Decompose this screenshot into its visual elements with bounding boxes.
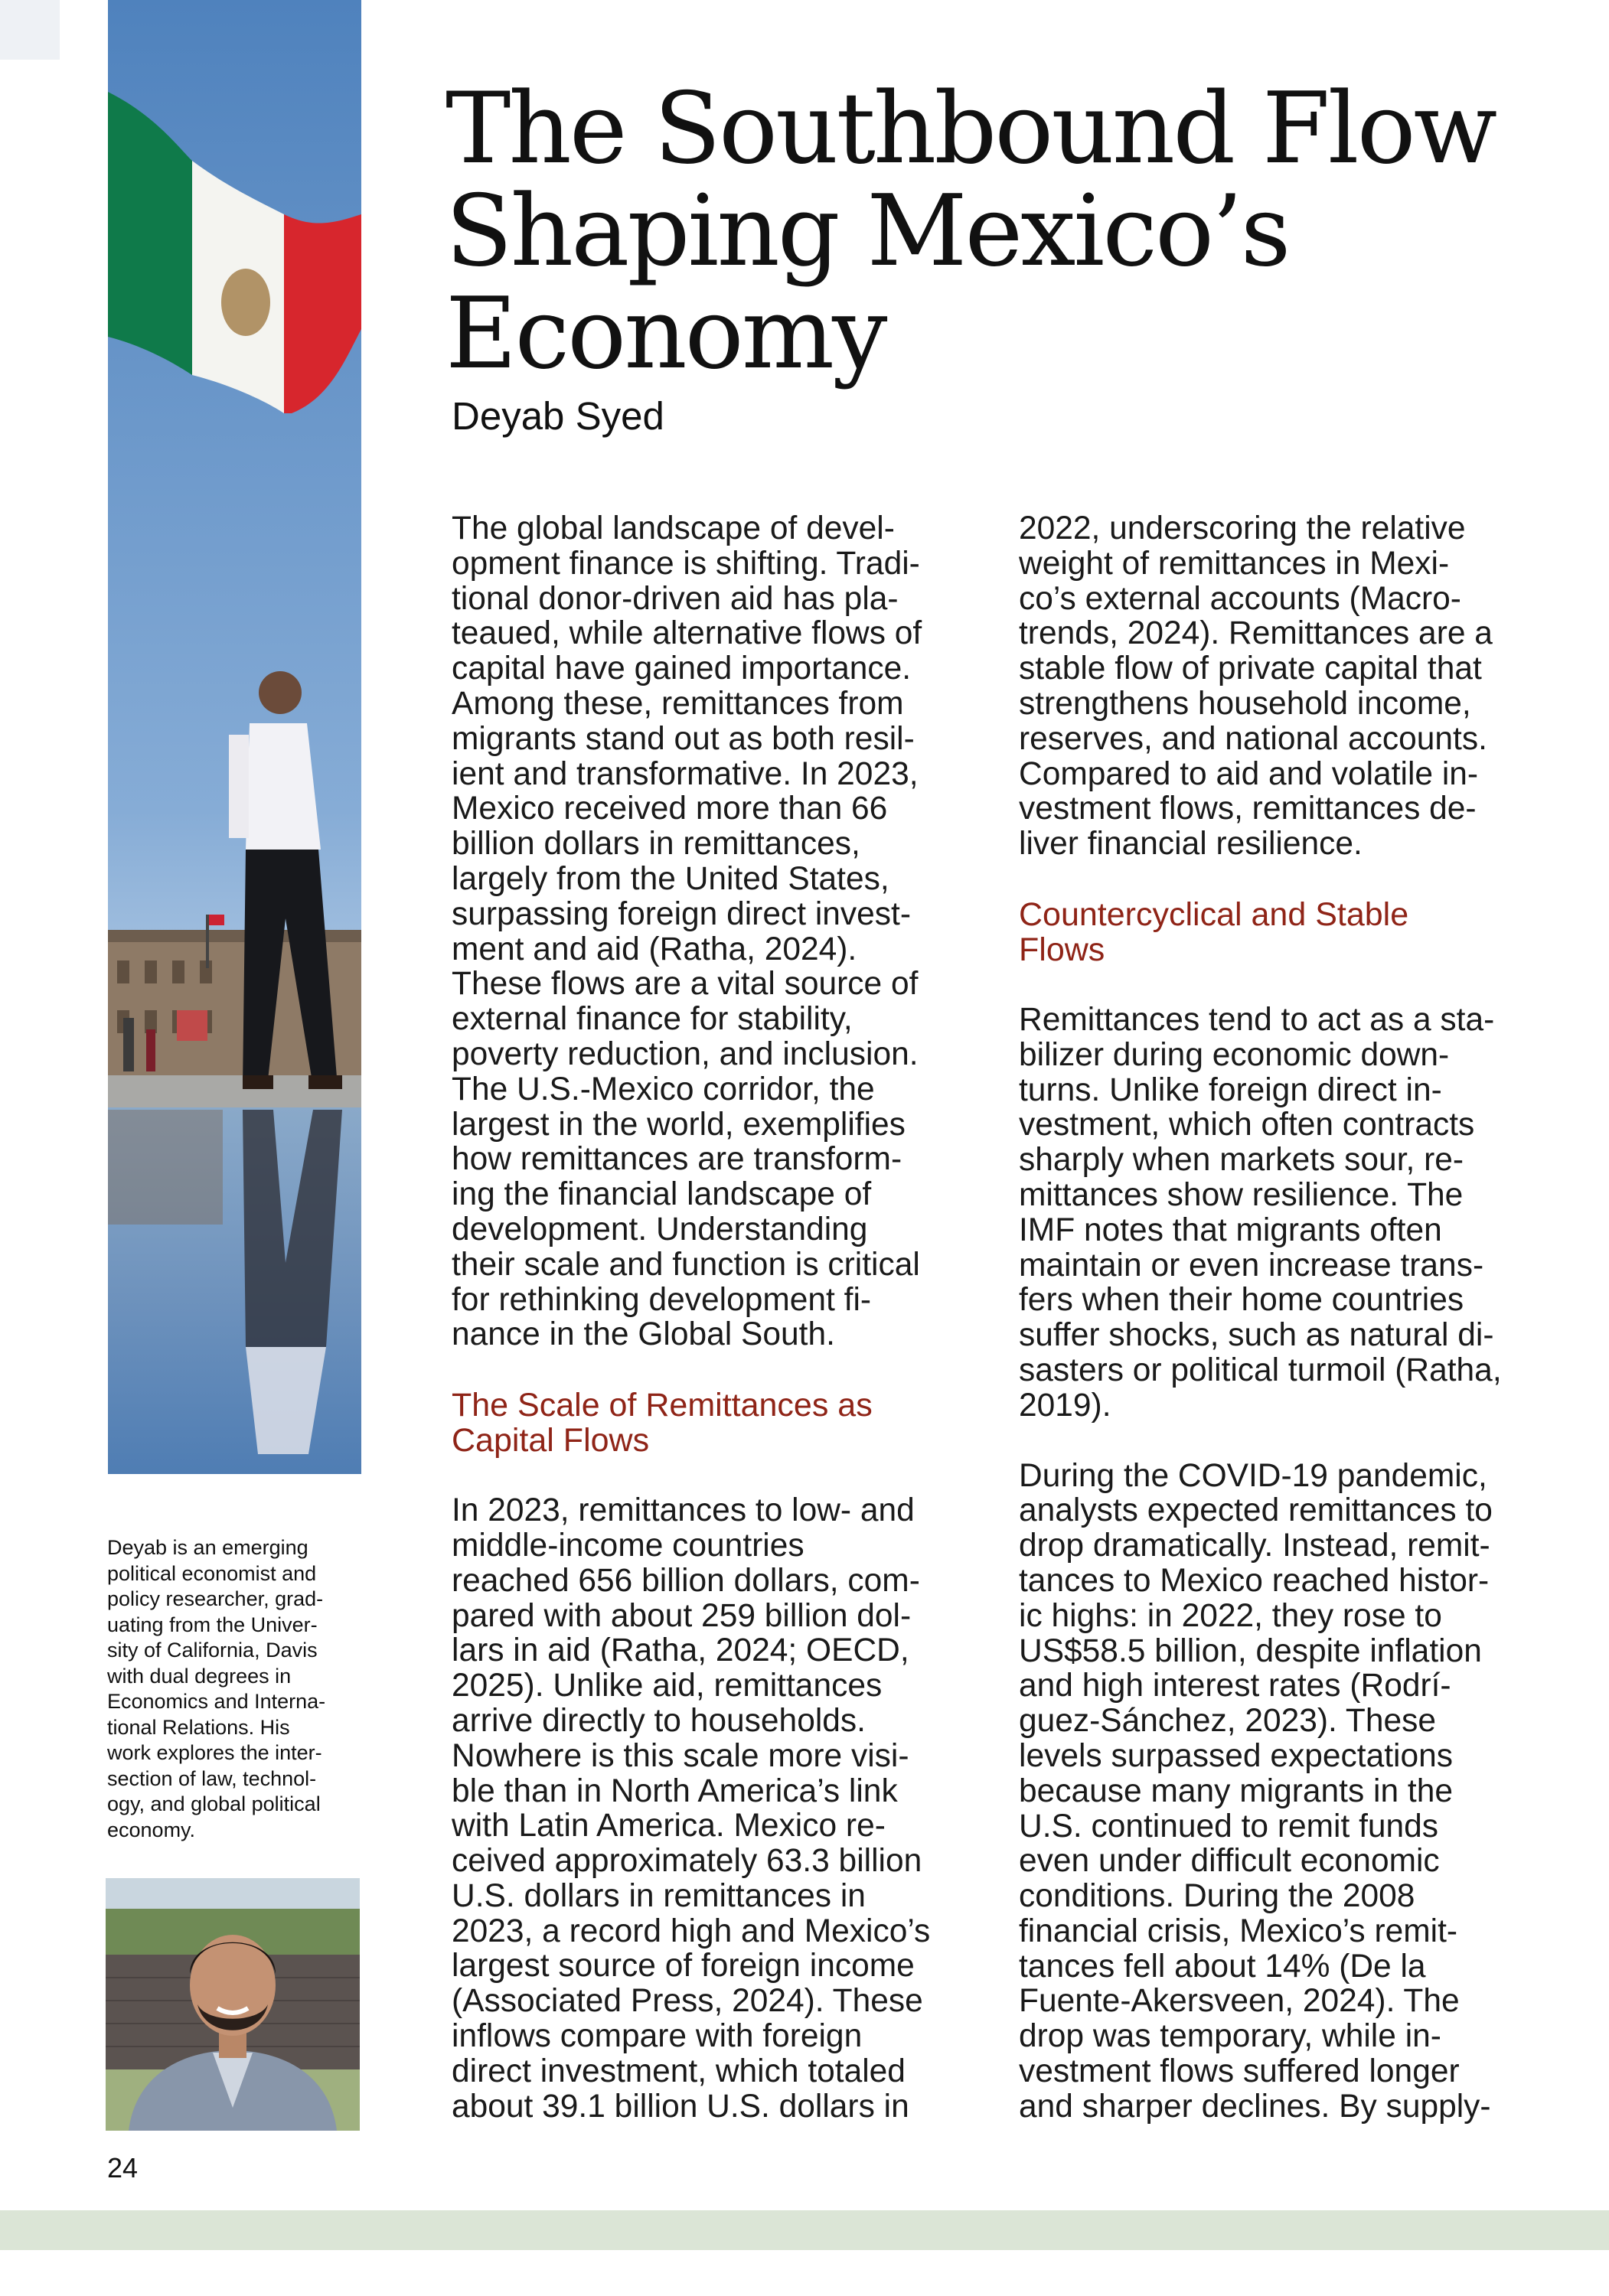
article-column-2 [1019,511,1539,2125]
article-title: The Southbound Flow Shaping Mexico’s Economy [445,72,1496,391]
stabilizer-paragraph: Remittances tend to act as a sta- bilizer during economic down- turns. Unlike foreign direct in- vestment, which often contracts sharply when markets sour, re- mittances show resilience. The IMF notes that migrants often maintain or even increase trans- fers when their home countries suffer shocks, such as natural di- sasters or political turmoil (Ratha, 2019). [1019,1001,1502,1424]
scale-paragraph: In 2023, remittances to low- and middle-income countries reached 656 billion dollars, com- pared with about 259 billion dol- lars in aid (Ratha, 2024; OECD, 2025). Unlike aid, remittances arrive directly to households. Nowhere is this scale more visi- ble than in North America’s link with Latin America. Mexico re- ceived approximately 63.3 billion U.S. dollars in remittances in 2023, a record high and Mexico’s largest source of foreign income (Associated Press, 2024). These inflows compare with foreign direct investment, which totaled about 39.1 billion U.S. dollars in [452,1492,931,2125]
article-column-1 [452,511,972,2124]
mexico-flag-plaza-photo [108,0,361,1474]
section-heading-countercyclical: Countercyclical and Stable Flows [1019,895,1409,968]
corner-tab [0,0,60,60]
author-bio: Deyab is an emerging political economist and policy researcher, grad- uating from the Univer- sity of California, Davis with dual degrees in Economics and Interna- tional Relations. His work explores the inter- section of law, technol- ogy, and global political economy. [107,1536,326,1841]
section-heading-scale: The Scale of Remittances as Capital Flows [452,1387,873,1459]
author-portrait-photo [106,1878,360,2131]
author-byline: Deyab Syed [452,394,664,438]
covid-paragraph: During the COVID-19 pandemic, analysts expected remittances to drop dramatically. Instead, remit- tances to Mexico reached histor- ic highs: in 2022, they rose to US$58.5 billion, despite inflation and high interest rates (Rodrí- guez-Sánchez, 2023). These levels surpassed expectations because many migrants in the U.S. continued to remit funds even under difficult economic conditions. During the 2008 financial crisis, Mexico’s remit- tances fell about 14% (De la Fuente-Akersveen, 2024). The drop was temporary, while in- vestment flows suffered longer and sharper declines. By supply- [1019,1457,1493,2125]
intro-paragraph: The global landscape of devel- opment finance is shifting. Tradi- tional donor-driven aid has pla- teaued, while alternative flows of capital have gained importance. Among these, remittances from migrants stand out as both resil- ient and transformative. In 2023, Mexico received more than 66 billion dollars in remittances, largely from the United States, surpassing foreign direct invest- ment and aid (Ratha, 2024). These flows are a vital source of external finance for stability, poverty reduction, and inclusion. The U.S.-Mexico corridor, the largest in the world, exemplifies how remittances are transform- ing the financial landscape of development. Understanding their scale and function is critical for rethinking development fi- nance in the Global South. [452,510,922,1353]
footer-band [0,2210,1609,2250]
page-number: 24 [107,2152,139,2183]
continued-paragraph: 2022, underscoring the relative weight of remittances in Mexi- co’s external accounts (Macro- trends, 2024). Remittances are a stable flow of private capital that strengthens household income, reserves, and national accounts. Compared to aid and volatile in- vestment flows, remittances de- liver financial resilience. [1019,510,1493,863]
